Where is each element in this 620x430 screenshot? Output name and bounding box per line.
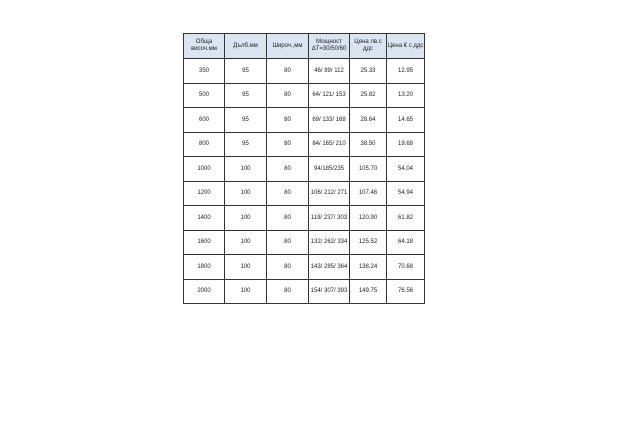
table-row: [184, 83, 425, 108]
header-width: [267, 34, 309, 59]
cell-depth: 95: [225, 132, 267, 157]
cell-depth: 95: [225, 59, 267, 84]
cell-depth: 95: [225, 83, 267, 108]
cell-width: 80: [267, 230, 309, 255]
cell-total-height: 1000: [184, 157, 225, 182]
cell-depth: 100: [225, 255, 267, 280]
cell-price-bgn: 38.50: [350, 132, 387, 157]
header-price-eur-label: Цена € с ддс: [387, 42, 424, 49]
cell-total-height: 1800: [184, 255, 225, 280]
table-row: [184, 157, 425, 182]
cell-width: 80: [267, 132, 309, 157]
cell-width: 80: [267, 108, 309, 133]
cell-power: 69/ 133/ 168: [309, 108, 350, 133]
cell-total-height: 1400: [184, 206, 225, 231]
table-row: [184, 181, 425, 206]
cell-price-bgn: 25.33: [350, 59, 387, 84]
cell-price-eur: 61.82: [387, 206, 425, 231]
header-power: [309, 34, 350, 59]
cell-price-bgn: 149.75: [350, 279, 387, 304]
cell-width: 80: [267, 83, 309, 108]
table-row: [184, 279, 425, 304]
header-power-line2: ΔT=30/50/60: [311, 46, 347, 52]
cell-price-eur: 14.65: [387, 108, 425, 133]
header-total-height-line2: височ.мм: [191, 46, 217, 52]
cell-price-bgn: 138.24: [350, 255, 387, 280]
cell-width: 80: [267, 181, 309, 206]
cell-total-height: 2000: [184, 279, 225, 304]
cell-power: 154/ 307/ 393: [309, 279, 350, 304]
cell-total-height: 800: [184, 132, 225, 157]
table-row: [184, 206, 425, 231]
cell-price-eur: 19.68: [387, 132, 425, 157]
cell-width: 80: [267, 255, 309, 280]
header-row: [184, 34, 425, 59]
cell-power: 119/ 237/ 303: [309, 206, 350, 231]
cell-power: 143/ 285/ 364: [309, 255, 350, 280]
cell-depth: 95: [225, 108, 267, 133]
cell-width: 80: [267, 279, 309, 304]
cell-depth: 100: [225, 206, 267, 231]
cell-price-bgn: 107.46: [350, 181, 387, 206]
header-power-line1: Мощност: [316, 39, 342, 45]
cell-total-height: 600: [184, 108, 225, 133]
cell-price-bgn: 28.64: [350, 108, 387, 133]
cell-depth: 100: [225, 157, 267, 182]
cell-price-eur: 13.20: [387, 83, 425, 108]
cell-width: 80: [267, 206, 309, 231]
header-width-label: Широч.,мм: [272, 42, 303, 49]
cell-depth: 100: [225, 181, 267, 206]
header-price-eur: [387, 34, 425, 59]
cell-power: 106/ 212/ 271: [309, 181, 350, 206]
cell-price-eur: 70.68: [387, 255, 425, 280]
cell-price-bgn: 25.82: [350, 83, 387, 108]
cell-power: 64/ 121/ 153: [309, 83, 350, 108]
cell-depth: 100: [225, 279, 267, 304]
cell-price-eur: 54.94: [387, 181, 425, 206]
cell-price-eur: 76.56: [387, 279, 425, 304]
cell-total-height: 500: [184, 83, 225, 108]
cell-price-bgn: 105.70: [350, 157, 387, 182]
table-row: [184, 255, 425, 280]
radiator-spec-table: [183, 33, 425, 304]
cell-price-bgn: 120.90: [350, 206, 387, 231]
cell-power: 94/185/235: [309, 157, 350, 182]
cell-depth: 100: [225, 230, 267, 255]
cell-price-eur: 12.95: [387, 59, 425, 84]
header-depth: [225, 34, 267, 59]
cell-power: 132/ 262/ 334: [309, 230, 350, 255]
table-row: [184, 230, 425, 255]
cell-power: 46/ 89/ 112: [309, 59, 350, 84]
header-total-height: [184, 34, 225, 59]
cell-total-height: 350: [184, 59, 225, 84]
cell-power: 84/ 165/ 210: [309, 132, 350, 157]
cell-total-height: 1600: [184, 230, 225, 255]
table-row: [184, 132, 425, 157]
cell-price-eur: 54.04: [387, 157, 425, 182]
header-total-height-line1: Обща: [195, 39, 213, 45]
cell-total-height: 1200: [184, 181, 225, 206]
table-row: [184, 59, 425, 84]
table-header: [184, 34, 425, 59]
cell-price-bgn: 125.52: [350, 230, 387, 255]
header-price-bgn: [350, 34, 387, 59]
cell-width: 80: [267, 59, 309, 84]
cell-width: 80: [267, 157, 309, 182]
cell-price-eur: 64.18: [387, 230, 425, 255]
header-depth-label: Дълб.мм: [233, 42, 258, 49]
header-price-bgn-label: Цена лв.с ддс: [354, 39, 382, 52]
table-body: [184, 59, 425, 304]
table-row: [184, 108, 425, 133]
